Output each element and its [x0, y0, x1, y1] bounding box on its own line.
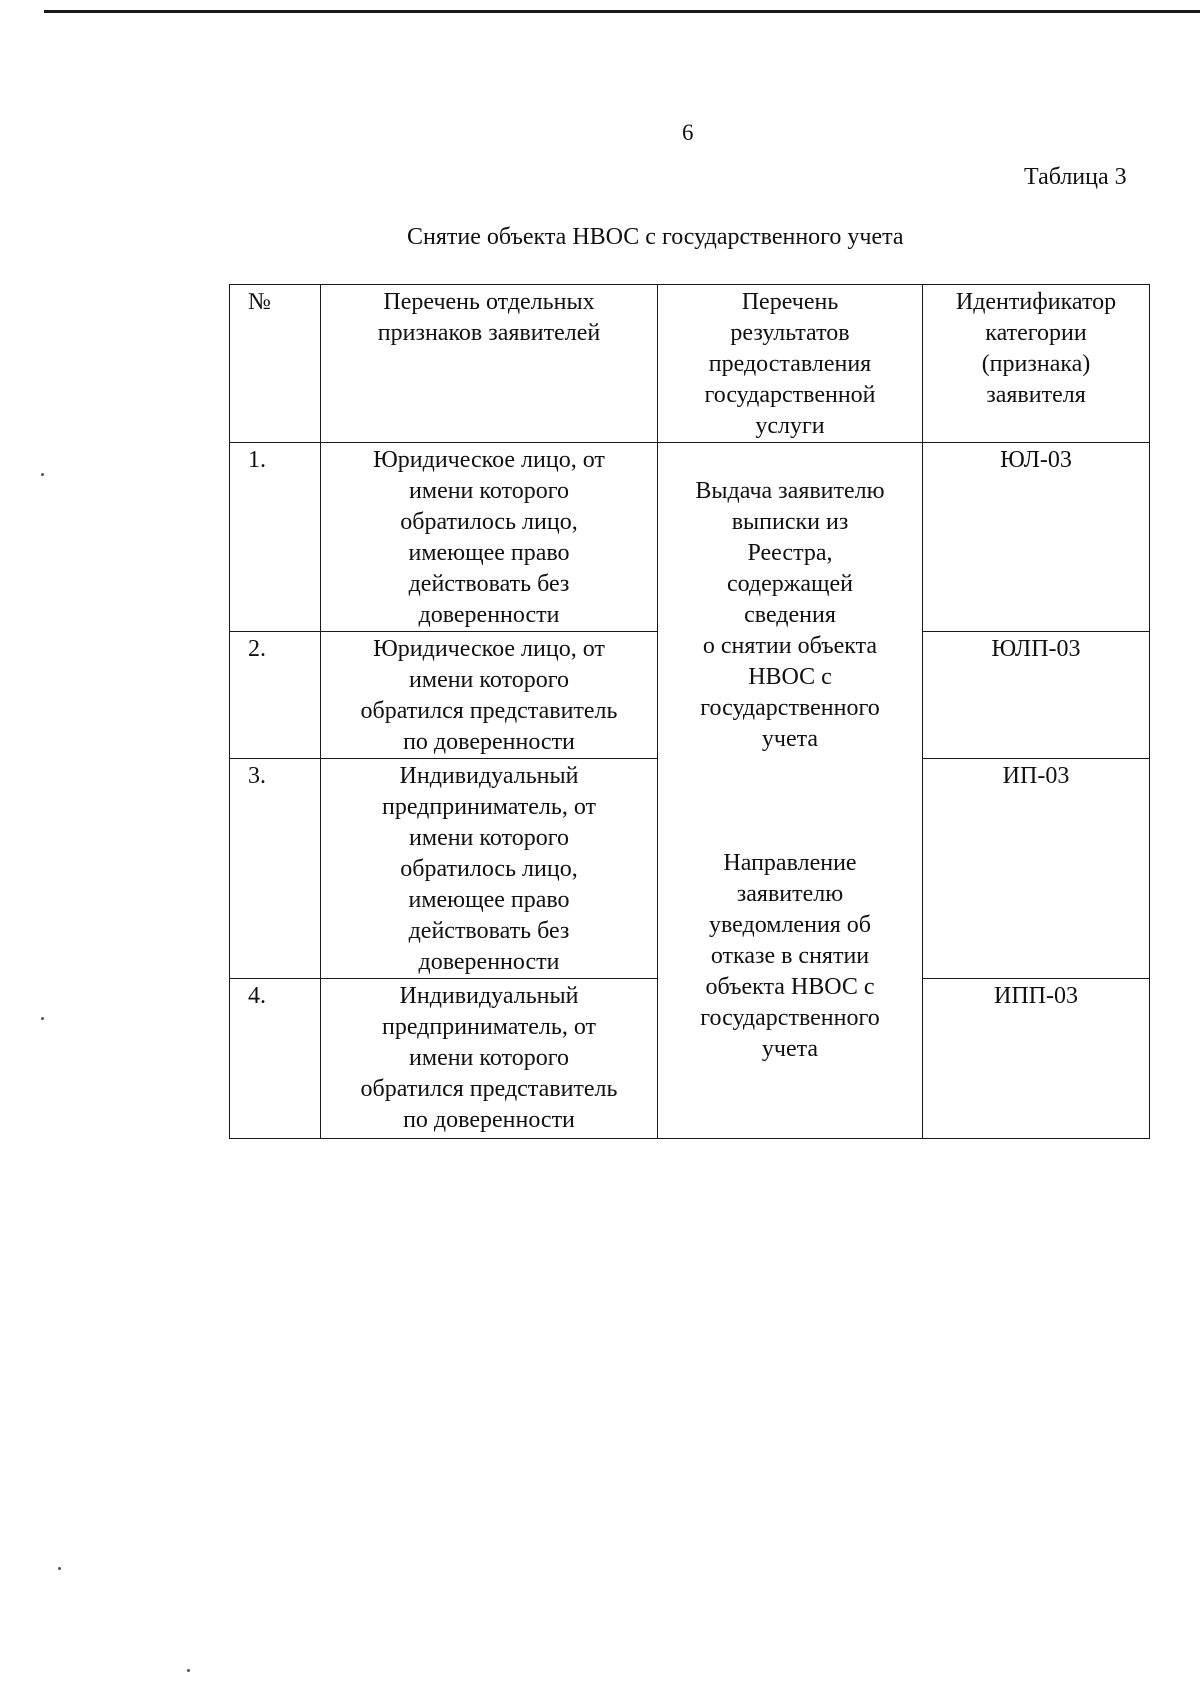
row-applicant: Юридическое лицо, от имени которого обратилось лицо, имеющее право действовать без доверенности — [321, 443, 658, 632]
row-number: 4. — [230, 979, 321, 1139]
row-applicant: Юридическое лицо, от имени которого обратился представитель по доверенности — [321, 632, 658, 759]
scan-speck — [41, 1017, 44, 1020]
row-identifier: ИПП-03 — [923, 979, 1150, 1139]
header-service-results: Перечень результатов предоставления государственной услуги — [658, 285, 923, 443]
page-number: 6 — [682, 120, 694, 145]
result-gap — [662, 786, 918, 817]
top-border-line — [44, 10, 1200, 13]
header-number: № — [230, 285, 321, 443]
table-header-row — [230, 285, 1150, 443]
service-results-cell — [658, 443, 923, 1139]
table-label: Таблица 3 — [1024, 164, 1127, 190]
scan-speck — [41, 473, 44, 476]
document-title: Снятие объекта НВОС с государственного учета — [407, 224, 904, 250]
scan-speck — [58, 1567, 61, 1570]
scan-speck — [187, 1669, 190, 1672]
table-row — [230, 443, 1150, 632]
row-identifier: ЮЛ-03 — [923, 443, 1150, 632]
row-applicant: Индивидуальный предприниматель, от имени которого обратился представитель по доверенности — [321, 979, 658, 1139]
applicant-categories-table — [229, 284, 1150, 1139]
row-number: 2. — [230, 632, 321, 759]
result-refusal-notice: Направление заявителю уведомления об отказе в снятии объекта НВОС с государственного учета — [700, 850, 880, 1062]
header-applicant-features: Перечень отдельных признаков заявителей — [321, 285, 658, 443]
header-category-identifier: Идентификатор категории (признака) заявителя — [923, 285, 1150, 443]
row-identifier: ИП-03 — [923, 759, 1150, 979]
result-extract-issuance: Выдача заявителю выписки из Реестра, содержащей сведения о снятии объекта НВОС с государственного учета — [695, 478, 885, 752]
row-number: 1. — [230, 443, 321, 632]
row-number: 3. — [230, 759, 321, 979]
row-applicant: Индивидуальный предприниматель, от имени которого обратилось лицо, имеющее право действовать без доверенности — [321, 759, 658, 979]
row-identifier: ЮЛП-03 — [923, 632, 1150, 759]
